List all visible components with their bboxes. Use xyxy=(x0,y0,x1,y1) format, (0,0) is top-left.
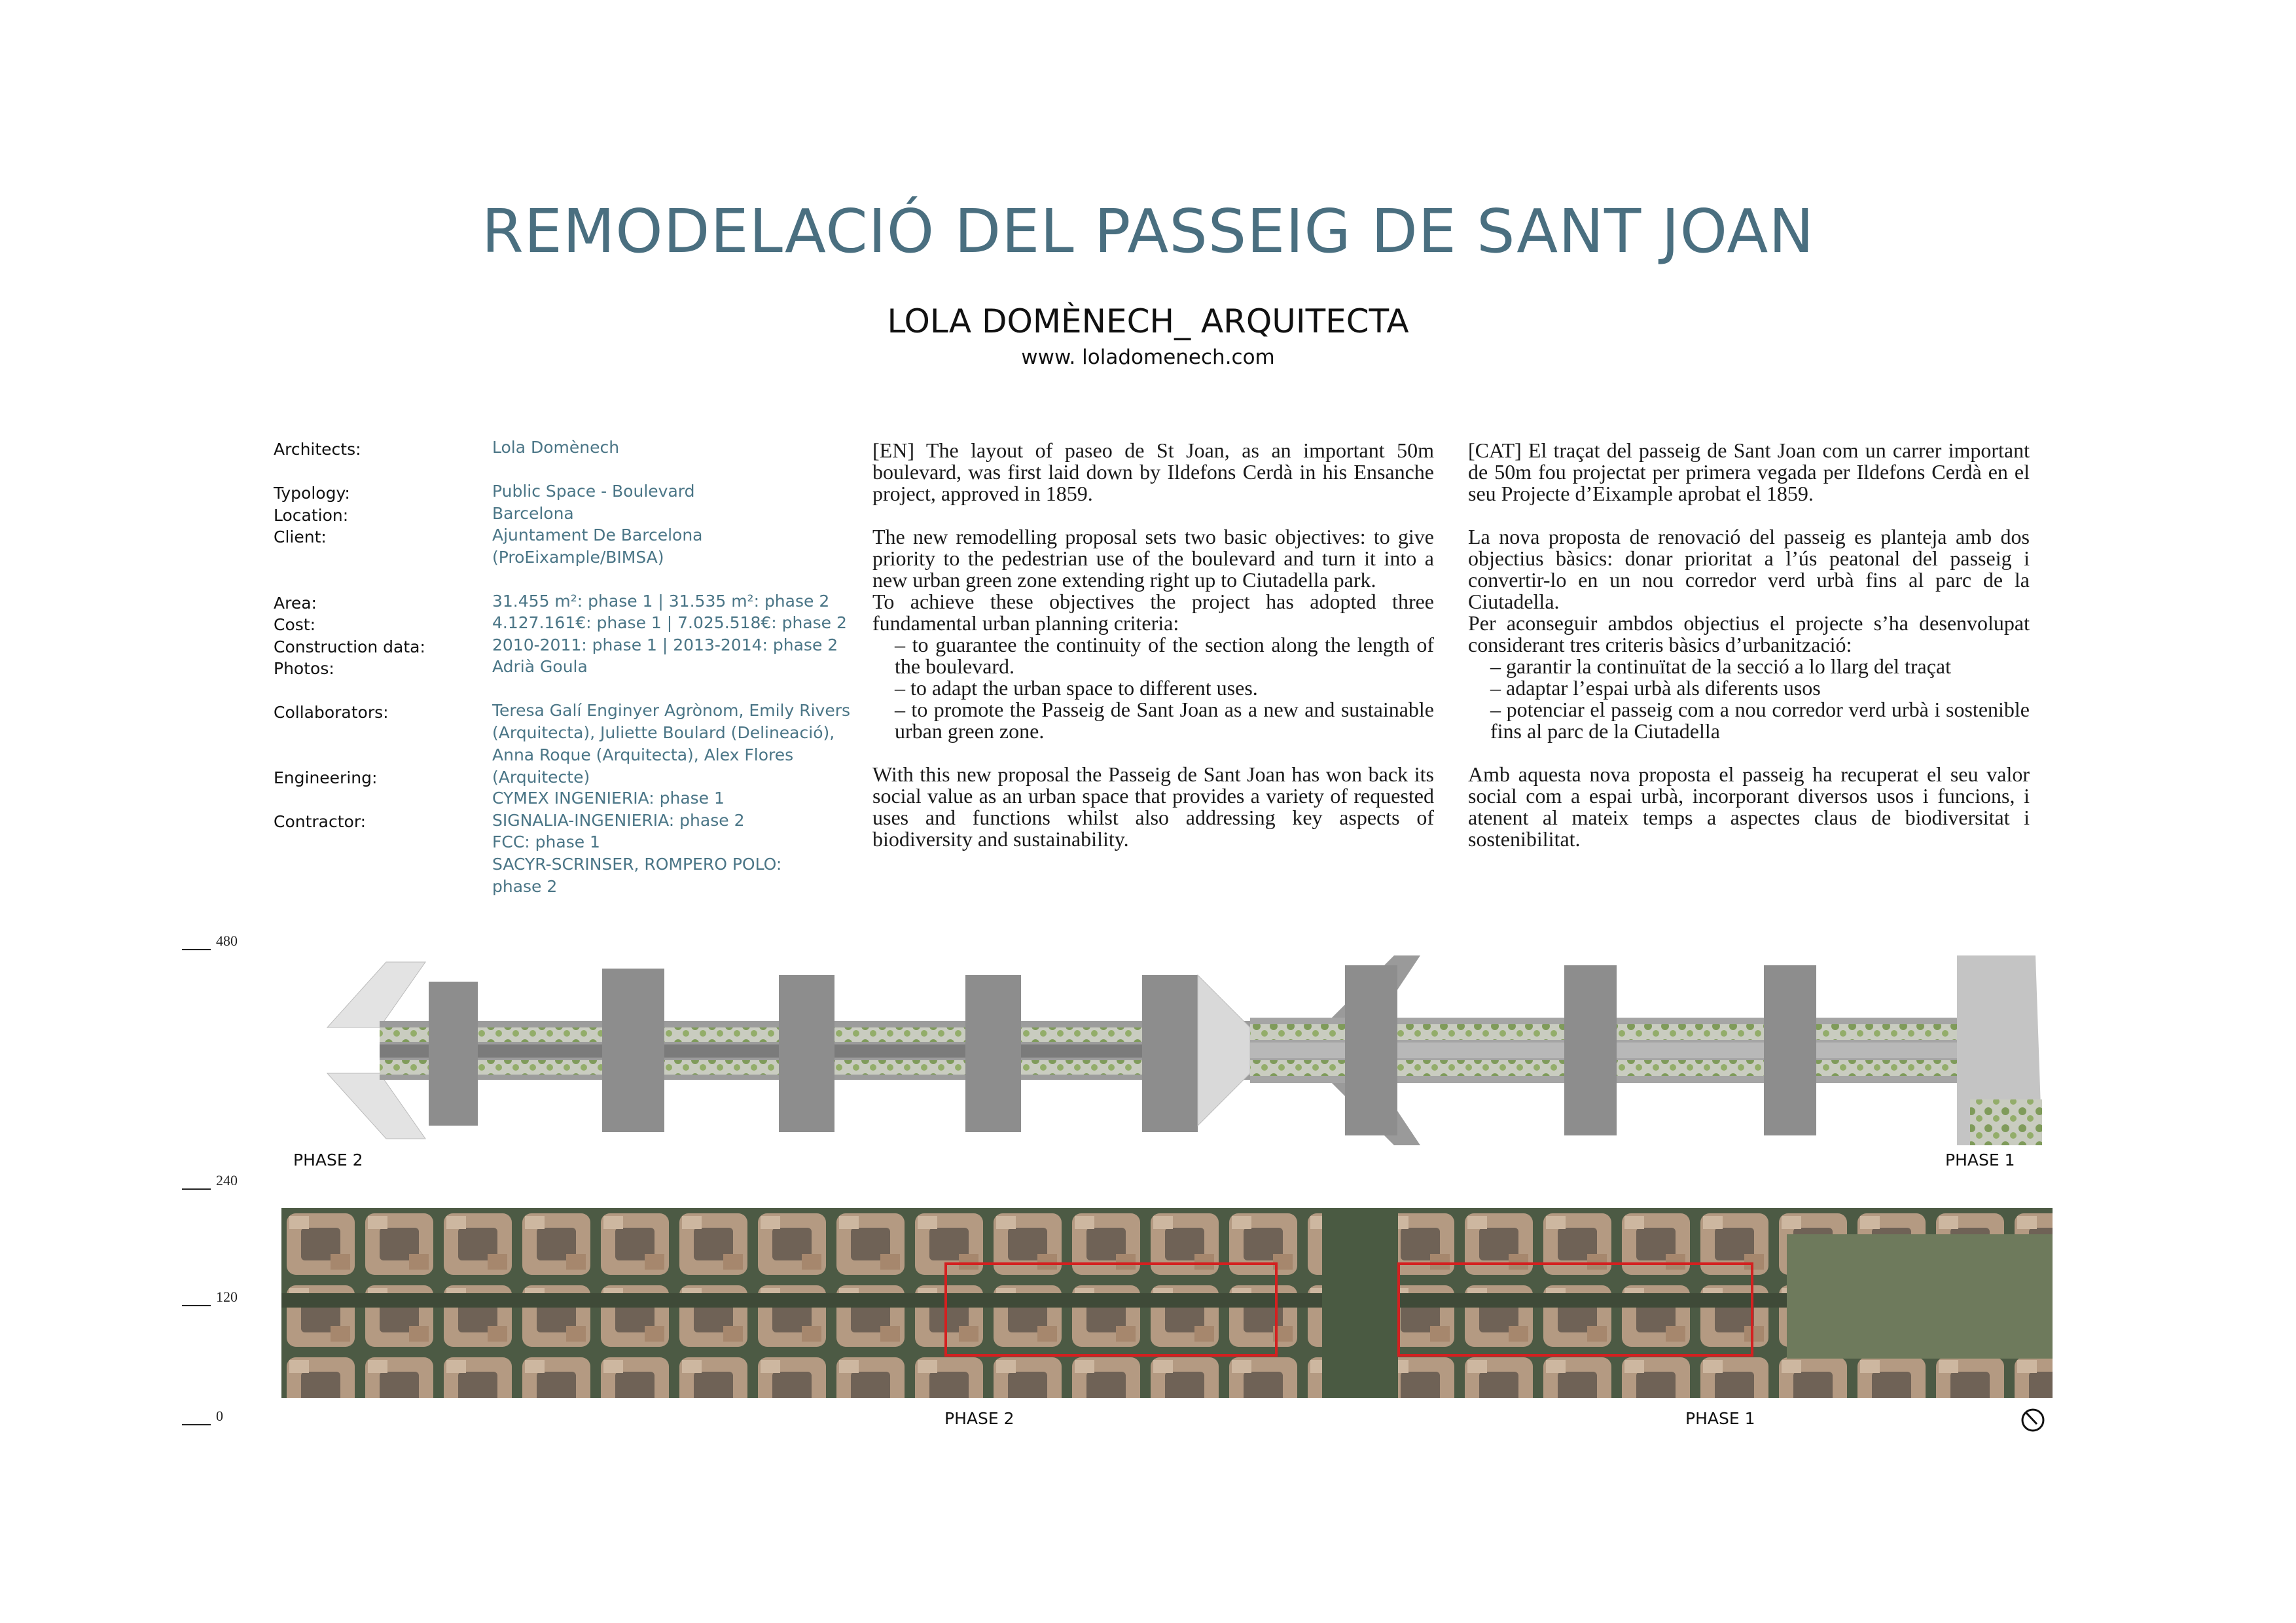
client-value-line: (ProEixample/BIMSA) xyxy=(492,548,664,567)
boulevard-phase-1 xyxy=(1322,1208,1398,1398)
cat-bullet-1: – garantir la continuïtat de la secció a lo llarg del traçat xyxy=(1490,654,1951,678)
en-bullet-3: – to promote the Passeig de Sant Joan as a new and sustainable urban green zone. xyxy=(895,698,1434,743)
cost-value: 4.127.161€: phase 1 | 7.025.518€: phase 2 xyxy=(492,613,847,632)
scale-tick xyxy=(182,1188,211,1190)
collaborators-line: Teresa Galí Enginyer Agrònom, Emily Rivers xyxy=(492,701,850,720)
construction-value: 2010-2011: phase 1 | 2013-2014: phase 2 xyxy=(492,635,838,654)
typology-label: Typology: xyxy=(274,484,350,503)
location-value: Barcelona xyxy=(492,504,574,523)
en-bullet-2: – to adapt the urban space to different uses. xyxy=(895,676,1258,700)
cat-paragraph-criteria: Per aconseguir ambdos objectius el projecte s’ha desenvolupat considerant tres criteris bàsics d’urbanització: xyxy=(1468,611,2030,656)
location-label: Location: xyxy=(274,506,349,525)
en-paragraph-2: The new remodelling proposal sets two basic objectives: to give priority to the pedestrian use of the boulevard and turn it into a new urban green zone extending right up to Ciutadella park. xyxy=(872,525,1434,592)
author-name: LOLA DOMÈNECH_ ARQUITECTA xyxy=(887,302,1409,340)
photos-value: Adrià Goula xyxy=(492,657,588,676)
contractor-label: Contractor: xyxy=(274,812,367,831)
aerial-photo xyxy=(281,1208,2053,1398)
engineering-line: CYMEX INGENIERIA: phase 1 xyxy=(492,789,725,808)
scale-tick xyxy=(182,949,211,950)
cat-paragraph-2: La nova proposta de renovació del passeig es planteja amb dos objectius bàsics: donar prioritat a l’ús peatonal del passeig i convertir-lo en un nou corredor verd urbà fins al parc de la Ciutadella. xyxy=(1468,525,2030,613)
cost-label: Cost: xyxy=(274,615,316,634)
area-label: Area: xyxy=(274,594,317,613)
contractor-line: FCC: phase 1 xyxy=(492,832,600,851)
client-value xyxy=(492,524,703,569)
construction-label: Construction data: xyxy=(274,637,425,656)
architects-label: Architects: xyxy=(274,440,361,459)
website-link[interactable]: www. loladomenech.com xyxy=(1021,346,1275,369)
area-value: 31.455 m²: phase 1 | 31.535 m²: phase 2 xyxy=(492,592,830,611)
client-value-line: Ajuntament De Barcelona xyxy=(492,526,703,544)
plan-phase-2-label: PHASE 2 xyxy=(293,1150,363,1169)
collaborators-label: Collaborators: xyxy=(274,703,389,722)
plan-phase-1-label: PHASE 1 xyxy=(1945,1150,2015,1169)
cat-paragraph-1: [CAT] El traçat del passeig de Sant Joan com un carrer important de 50m fou projectat per primera vegada per Ildefons Cerdà en el seu Projecte d’Eixample aprobat el 1859. xyxy=(1468,438,2030,505)
collaborators-value xyxy=(492,700,850,789)
contractor-line: SACYR-SCRINSER, ROMPERO POLO: xyxy=(492,855,782,874)
collaborators-line: Anna Roque (Arquitecta), Alex Flores xyxy=(492,745,794,764)
catalan-description xyxy=(1468,440,2030,872)
en-paragraph-criteria: To achieve these objectives the project has adopted three fundamental urban planning criteria: xyxy=(872,590,1434,635)
engineering-line: SIGNALIA-INGENIERIA: phase 2 xyxy=(492,811,745,830)
cat-bullet-3: – potenciar el passeig com a nou corredor verd urbà i sostenible fins al parc de la Ciutadella xyxy=(1490,698,2030,743)
en-paragraph-1: [EN] The layout of paseo de St Joan, as an important 50m boulevard, was first laid down by Ildefons Cerdà in his Ensanche project, approved in 1859. xyxy=(872,438,1434,505)
ciutadella-park xyxy=(1787,1234,2053,1359)
scale-label-240: 240 xyxy=(216,1172,238,1188)
scale-tick xyxy=(182,1305,211,1306)
north-arrow-icon xyxy=(2020,1407,2046,1433)
aerial-phase-2-label: PHASE 2 xyxy=(944,1409,1014,1428)
plan-phase-1 xyxy=(1198,955,2042,1145)
client-label: Client: xyxy=(274,527,327,546)
collaborators-line: (Arquitecta), Juliette Boulard (Delineació), xyxy=(492,723,835,742)
contractor-value xyxy=(492,831,781,898)
scale-label-120: 120 xyxy=(216,1289,238,1305)
english-description xyxy=(872,440,1434,872)
cat-paragraph-3: Amb aquesta nova proposta el passeig ha recuperat el seu valor social com a espai urbà, incorporant diversos usos i funcions, i atenent al mateix temps a aspectes claus de biodiversitat i sostenibilitat. xyxy=(1468,762,2030,851)
site-plans xyxy=(281,936,2049,1152)
contractor-line: phase 2 xyxy=(492,877,558,896)
cat-bullet-2: – adaptar l’espai urbà als diferents usos xyxy=(1490,676,1821,700)
en-bullet-1: – to guarantee the continuity of the section along the length of the boulevard. xyxy=(895,633,1434,678)
engineering-value xyxy=(492,787,744,832)
scale-label-480: 480 xyxy=(216,933,238,949)
scale-tick xyxy=(182,1424,211,1425)
architects-value: Lola Domènech xyxy=(492,438,620,457)
photos-label: Photos: xyxy=(274,659,334,678)
engineering-label: Engineering: xyxy=(274,768,378,787)
typology-value: Public Space - Boulevard xyxy=(492,482,695,501)
page-title: REMODELACIÓ DEL PASSEIG DE SANT JOAN xyxy=(481,196,1815,266)
scale-label-0: 0 xyxy=(216,1408,223,1424)
collaborators-line: (Arquitecte) xyxy=(492,768,590,787)
en-paragraph-3: With this new proposal the Passeig de Sant Joan has won back its social value as an urban space that provides a variety of requested uses and functions whilst also addressing key aspects of biodiversity and sustainability. xyxy=(872,762,1434,851)
aerial-phase-1-label: PHASE 1 xyxy=(1685,1409,1755,1428)
